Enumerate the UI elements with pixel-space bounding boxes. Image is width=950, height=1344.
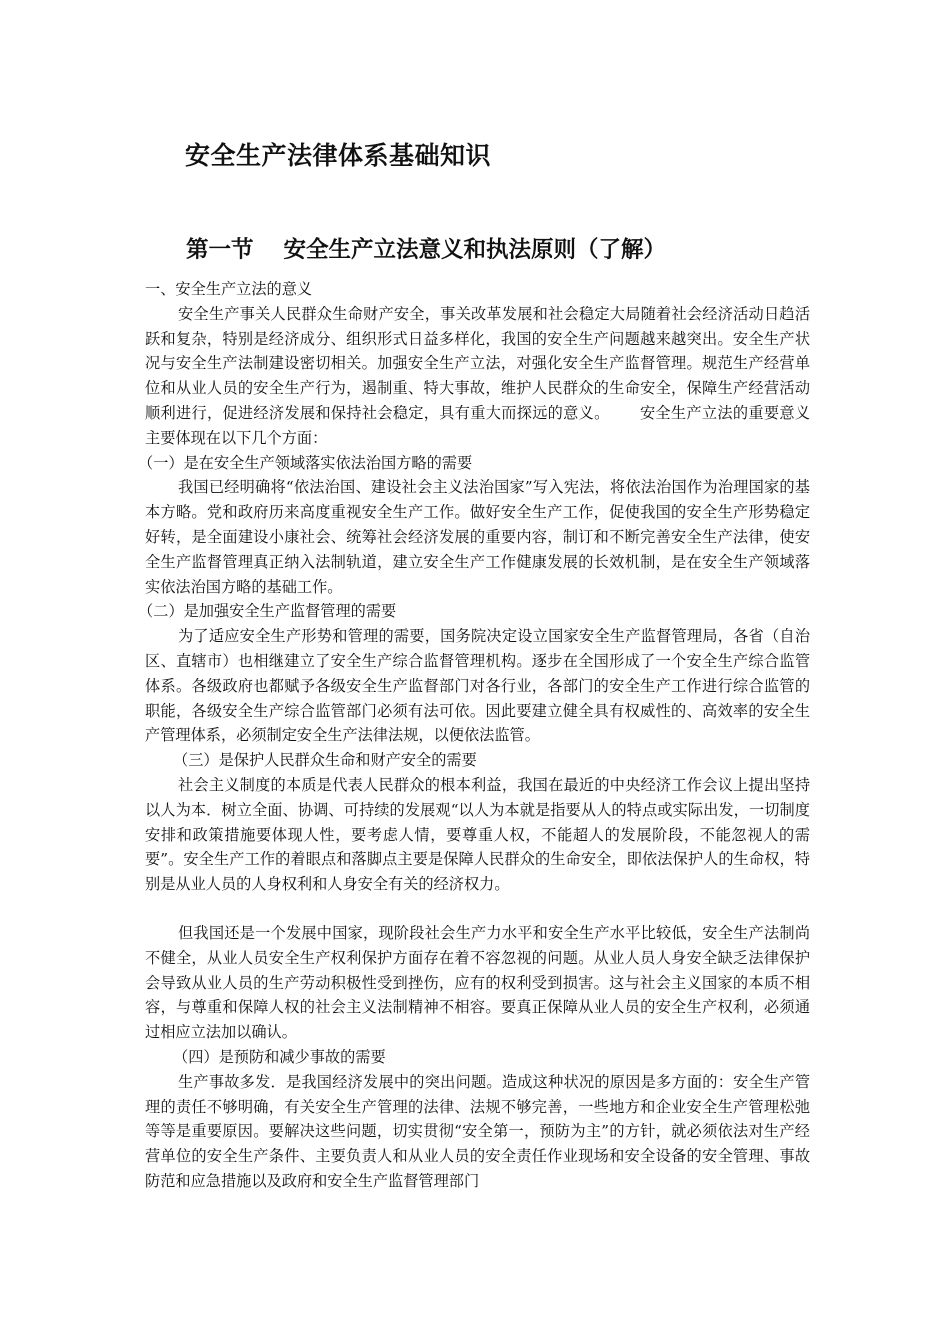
intro-text: 安全生产事关人民群众生命财产安全，事关改革发展和社会稳定大局随着社会经济活动日趋活跃和复杂，特别是经济成分、组织形式日益多样化，我国的安全生产问题越来越突出。安全生产状况与安全生产法制建设密切相关。加强安全生产立法，对强化安全生产监督管理。规范生产经营单位和从业人员的安全生产行为，遏制重、特大事故，维护人民群众的生命安全，保障生产经营活动顺利进行，促进经济发展和保持社会稳定，具有重大而探远的意义。 — [145, 304, 810, 422]
document-body — [138, 277, 811, 1194]
paragraph-sub3-1: 社会主义制度的本质是代表人民群众的根本利益，我国在最近的中央经济工作会议上提出坚持以人为本．树立全面、协调、可持续的发展观“以人为本就是指要从人的特点或实际出发，一切制度安排和政策措施要体现人性，要考虑人情，要尊重人权，不能超人的发展阶段，不能忽视人的需要”。安全生产工作的着眼点和落脚点主要是保障人民群众的生命安全，即依法保护人的生命权，特别是从业人员的人身权利和人身安全有关的经济权力。 — [145, 775, 810, 894]
subheading-1: （一）是在安全生产领域落实依法治国方略的需要 — [138, 453, 473, 472]
document-title: 安全生产法律体系基础知识 — [185, 141, 492, 170]
heading-legislation-significance: 一、安全生产立法的意义 — [145, 280, 313, 298]
paragraph-intro — [145, 302, 810, 451]
section-name: 安全生产立法意义和执法原则（了解） — [283, 237, 667, 263]
paragraph-sub2: 为了适应安全生产形势和管理的需要，国务院决定设立国家安全生产监督管理局，各省（自治区、直辖市）也相继建立了安全生产综合监督管理机构。逐步在全国形成了一个安全生产综合监管体系。各级政府也都赋予各级安全生产监督部门对各行业，各部门的安全生产工作进行综合监管的职能，各级安全生产综合监管部门必须有法可依。因此要建立健全具有权威性的、高效率的安全生产管理体系，必须制定安全生产法律法规，以便依法监管。 — [145, 627, 810, 745]
subheading-2: （二）是加强安全生产监督管理的需要 — [138, 602, 397, 621]
section-number: 第一节 — [186, 237, 254, 263]
subheading-4: （四）是预防和减少事故的需要 — [173, 1047, 386, 1066]
paragraph-sub1: 我国已经明确将“依法治国、建设社会主义法治国家”写入宪法，将依法治国作为治理国家的基本方略。党和政府历来高度重视安全生产工作。做好安全生产工作，促使我国的安全生产形势稳定好转，是全面建设小康社会、统筹社会经济发展的重要内容，制订和不断完善安全生产法律，使安全生产监督管理真正纳入法制轨道，建立安全生产工作健康发展的长效机制，是在安全生产领域落实依法治国方略的基础工作。 — [145, 478, 810, 596]
section-title — [186, 232, 666, 264]
subheading-3: （三）是保护人民群众生命和财产安全的需要 — [173, 751, 477, 770]
paragraph-sub3-2: 但我国还是一个发展中国家，现阶段社会生产力水平和安全生产水平比较低，安全生产法制尚不健全，从业人员安全生产权利保护方面存在着不容忽视的问题。从业人员人身安全缺乏法律保护会导致从业人员的生产劳动积极性受到挫伤，应有的权利受到损害。这与社会主义国家的本质不相容，与尊重和保障人权的社会主义法制精神不相容。要真正保障从业人员的安全生产权利，必须通过相应立法加以确认。 — [145, 923, 810, 1042]
intro-lead-in: 安全生产立法的重要意义主要体现在以下几个方面： — [145, 403, 811, 447]
paragraph-sub4: 生产事故多发．是我国经济发展中的突出问题。造成这种状况的原因是多方面的：安全生产管理的责任不够明确，有关安全生产管理的法律、法规不够完善，一些地方和企业安全生产管理松弛等等是重要原因。要解决这些问题，切实贯彻“安全第一，预防为主”的方针，就必须依法对生产经营单位的安全生产条件、主要负责人和从业人员的安全责任作业现场和安全设备的安全管理、事故防范和应急措施以及政府和安全生产监督管理部门 — [145, 1072, 810, 1190]
